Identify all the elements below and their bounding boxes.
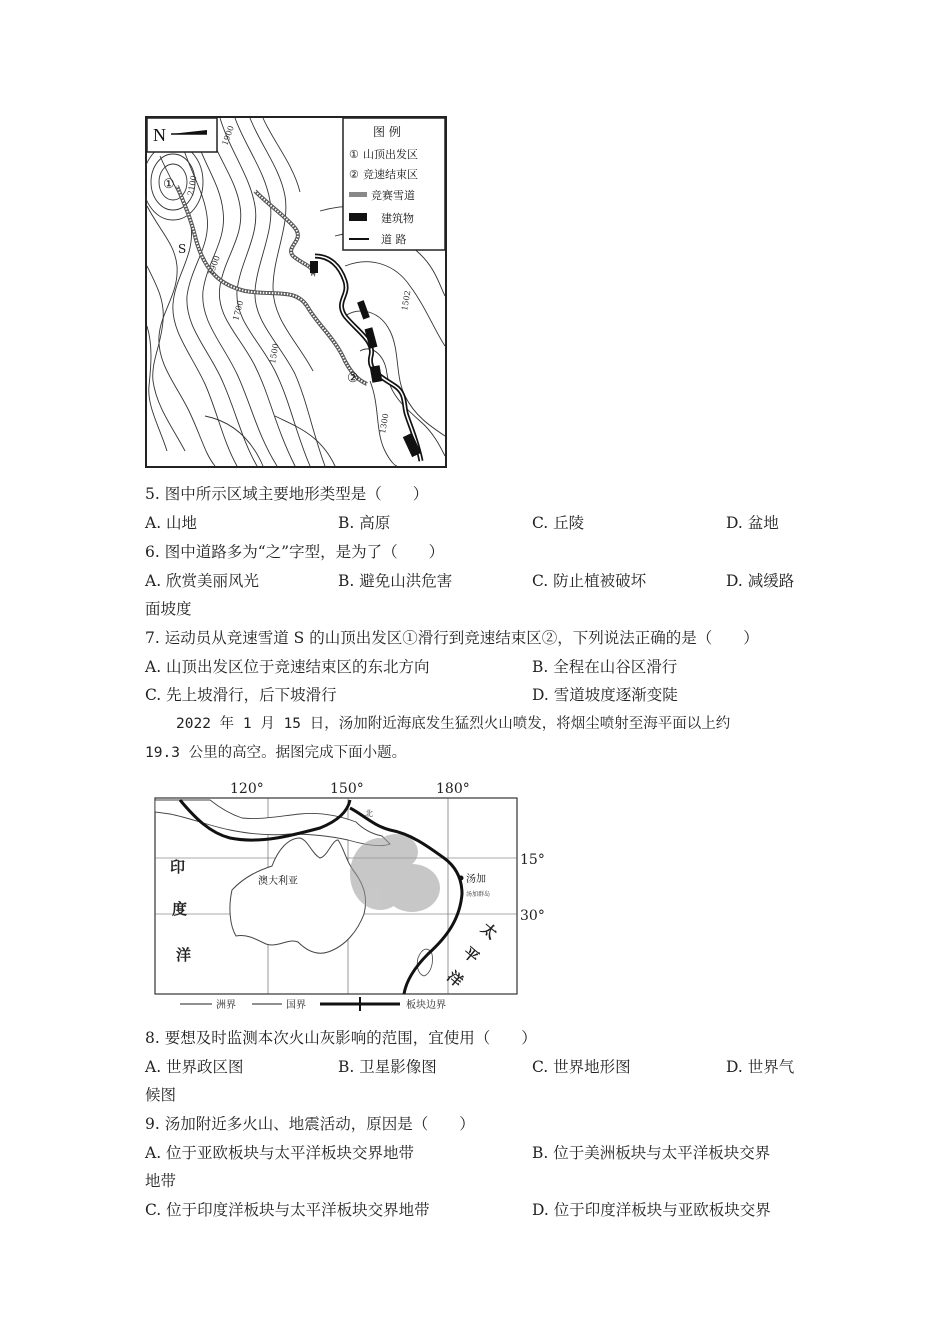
north-label: N — [153, 125, 166, 145]
q7-stem: 7. 运动员从竞速雪道 S 的山顶出发区①滑行到竞速结束区②，下列说法正确的是（ ） — [145, 629, 759, 647]
passage-line-1: 2022 年 1 月 15 日，汤加附近海底发生猛烈火山喷发，将烟尘喷射至海平面以上约 — [176, 716, 731, 732]
legend-continent-border: 洲界 — [216, 1000, 236, 1011]
tonga-sub-label: 汤加群岛 — [466, 891, 491, 898]
q8-option-b[interactable]: B. 卫星影像图 — [338, 1058, 437, 1076]
q9-option-a[interactable]: A. 位于亚欧板块与太平洋板块交界地带 — [145, 1144, 415, 1162]
q7-option-d[interactable]: D. 雪道坡度逐渐变陡 — [532, 686, 678, 704]
indian-ocean-label-1: 印 — [170, 858, 186, 876]
contour-label: 1502 — [400, 289, 413, 312]
contour-label: 1300 — [378, 412, 391, 435]
pacific-label-2: 平 — [459, 943, 483, 967]
legend-plate-boundary: 板块边界 — [406, 1000, 446, 1011]
topographic-map — [145, 116, 447, 468]
q7-option-b[interactable]: B. 全程在山谷区滑行 — [532, 658, 678, 676]
tonga-region-map — [150, 778, 550, 1014]
q8-option-d-continuation: 候图 — [145, 1086, 177, 1104]
legend-item-end: 竞速结束区 — [363, 168, 418, 181]
end-point-label: ② — [347, 371, 359, 386]
north-region-label: 北 — [365, 809, 373, 818]
q9-option-c[interactable]: C. 位于印度洋板块与太平洋板块交界地带 — [145, 1201, 430, 1219]
map1-legend — [343, 118, 445, 250]
lat-label: 15° — [520, 852, 545, 868]
q6-option-c[interactable]: C. 防止植被破坏 — [532, 572, 647, 590]
svg-text:②: ② — [349, 168, 359, 181]
pacific-label-1: 太 — [477, 919, 501, 943]
lon-label: 150° — [330, 781, 364, 797]
q5-stem: 5. 图中所示区域主要地形类型是（ ） — [145, 485, 429, 503]
legend-title: 图 例 — [373, 125, 401, 139]
svg-text:①: ① — [349, 148, 359, 161]
tonga-marker-icon — [459, 876, 464, 881]
legend-item-track: 竞赛雪道 — [371, 189, 415, 202]
q5-option-d[interactable]: D. 盆地 — [726, 514, 779, 532]
lat-label: 30° — [520, 908, 545, 924]
contour-label: 1700 — [231, 299, 246, 322]
q7-option-a[interactable]: A. 山顶出发区位于竞速结束区的东北方向 — [145, 658, 430, 676]
q6-option-a[interactable]: A. 欣赏美丽风光 — [145, 572, 260, 590]
ski-track-swatch-icon — [349, 192, 367, 197]
lon-label: 180° — [436, 781, 470, 797]
map2-legend — [180, 997, 446, 1011]
passage-line-2: 19.3 公里的高空。据图完成下面小题。 — [145, 745, 407, 761]
pacific-label-3: 洋 — [443, 967, 467, 991]
q9-stem: 9. 汤加附近多火山、地震活动，原因是（ ） — [145, 1115, 475, 1133]
q8-option-a[interactable]: A. 世界政区图 — [145, 1058, 244, 1076]
q8-option-d[interactable]: D. 世界气 — [726, 1058, 795, 1076]
track-label: S — [178, 242, 187, 256]
q7-option-c[interactable]: C. 先上坡滑行，后下坡滑行 — [145, 686, 337, 704]
start-point-label: ① — [163, 177, 175, 192]
legend-country-border: 国界 — [286, 1000, 306, 1011]
q9-option-b[interactable]: B. 位于美洲板块与太平洋板块交界 — [532, 1144, 771, 1162]
q5-option-c[interactable]: C. 丘陵 — [532, 514, 585, 532]
lon-label: 120° — [230, 781, 264, 797]
building-swatch-icon — [349, 213, 367, 221]
legend-item-building: 建筑物 — [381, 212, 414, 225]
q8-stem: 8. 要想及时监测本次火山灰影响的范围，宜使用（ ） — [145, 1029, 537, 1047]
legend-item-start: 山顶出发区 — [363, 148, 418, 161]
legend-item-road: 道 路 — [381, 233, 407, 246]
contour-label: 1900 — [206, 254, 222, 277]
indian-ocean-label-3: 洋 — [176, 946, 192, 964]
contour-label: 1900 — [220, 124, 236, 147]
q6-option-d-continuation: 面坡度 — [145, 600, 192, 618]
indian-ocean-label-2: 度 — [172, 900, 188, 918]
australia-label: 澳大利亚 — [258, 876, 298, 887]
q5-option-a[interactable]: A. 山地 — [145, 514, 198, 532]
q9-option-d[interactable]: D. 位于印度洋板块与亚欧板块交界 — [532, 1201, 771, 1219]
q6-stem: 6. 图中道路多为“之”字型，是为了（ ） — [145, 543, 445, 561]
contour-label: 1500 — [268, 342, 281, 365]
q6-option-b[interactable]: B. 避免山洪危害 — [338, 572, 453, 590]
q9-option-b-continuation: 地带 — [145, 1172, 177, 1190]
contour-label: 2100 — [186, 174, 199, 197]
q8-option-c[interactable]: C. 世界地形图 — [532, 1058, 631, 1076]
q5-option-b[interactable]: B. 高原 — [338, 514, 391, 532]
tonga-label: 汤加 — [466, 874, 486, 885]
q6-option-d[interactable]: D. 减缓路 — [726, 572, 795, 590]
